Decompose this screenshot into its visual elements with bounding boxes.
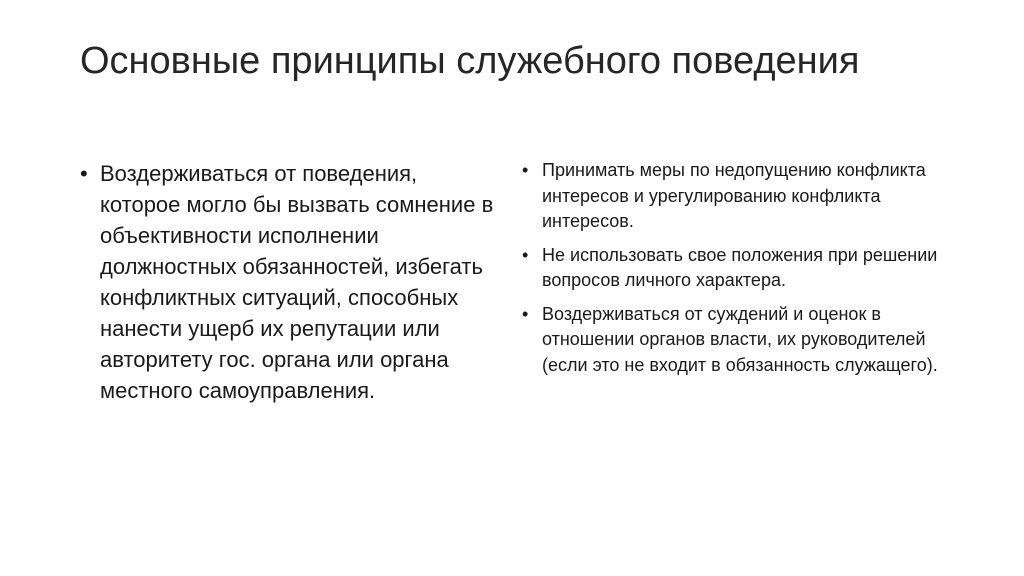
right-bullet-list	[522, 158, 942, 386]
left-bullet-list	[80, 158, 500, 406]
bullet-item: • Принимать меры по недопущению конфликта интересов и урегулированию конфликта интересов.	[522, 158, 942, 235]
slide-title: Основные принципы служебного поведения	[80, 40, 860, 82]
bullet-item: • Воздерживаться от поведения, которое могло бы вызвать сомнение в объективности исполнении должностных обязанностей, избегать конфликтных ситуаций, способных нанести ущерб их репутации или авторитету гос. органа или органа местного самоуправления.	[80, 158, 500, 406]
bullet-item: • Воздерживаться от суждений и оценок в отношении органов власти, их руководителей (если это не входит в обязанность служащего).	[522, 302, 942, 379]
bullet-item: • Не использовать свое положения при решении вопросов личного характера.	[522, 243, 942, 294]
